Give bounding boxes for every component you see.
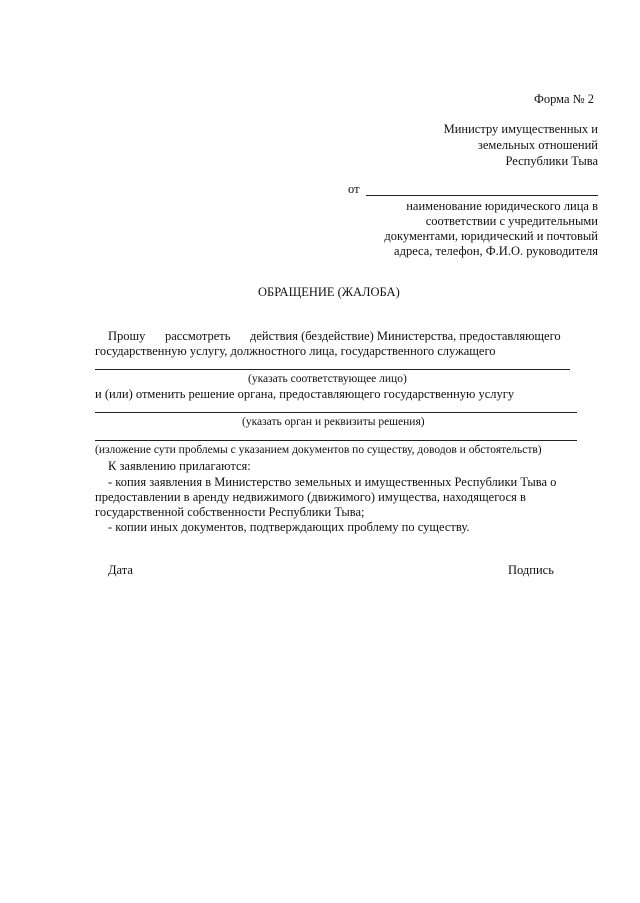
- sender-underline: [366, 195, 598, 196]
- addressee-line-2: земельных отношений: [477, 138, 598, 152]
- attachment-1-line-3: государственной собственности Республики Тыва;: [95, 505, 365, 519]
- caption-essence: (изложение сути проблемы с указанием документов по существу, доводов и обстоятельств): [95, 444, 542, 456]
- essence-underline: [95, 440, 577, 441]
- document-title: ОБРАЩЕНИЕ (ЖАЛОБА): [258, 285, 400, 299]
- sender-hint-1: наименование юридического лица в: [406, 199, 598, 213]
- from-label: от: [348, 182, 360, 196]
- form-number: Форма № 2: [534, 92, 594, 106]
- addressee-line-3: Республики Тыва: [505, 154, 598, 168]
- attachments-intro: К заявлению прилагаются:: [108, 459, 251, 473]
- caption-person: (указать соответствующее лицо): [248, 373, 407, 385]
- request-word-1: Прошу: [108, 329, 146, 343]
- addressee-line-1: Министру имущественных и: [443, 122, 598, 136]
- caption-body: (указать орган и реквизиты решения): [242, 416, 425, 428]
- person-underline: [95, 369, 570, 370]
- attachment-1-line-2: предоставлении в аренду недвижимого (движимого) имущества, находящегося в: [95, 490, 526, 504]
- sender-hint-2: соответствии с учредительными: [425, 214, 598, 228]
- request-word-3: действия (бездействие) Министерства, предоставляющего: [250, 329, 561, 343]
- signature-label: Подпись: [508, 563, 554, 577]
- request-line-2: государственную услугу, должностного лица, государственного служащего: [95, 344, 496, 358]
- request-word-2: рассмотреть: [165, 329, 231, 343]
- body-underline: [95, 412, 577, 413]
- attachment-1-line-1: - копия заявления в Министерство земельных и имущественных Республики Тыва о: [108, 475, 557, 489]
- attachment-2: - копии иных документов, подтверждающих проблему по существу.: [108, 520, 470, 534]
- sender-hint-3: документами, юридический и почтовый: [384, 229, 598, 243]
- cancel-line: и (или) отменить решение органа, предоставляющего государственную услугу: [95, 387, 515, 401]
- sender-hint-4: адреса, телефон, Ф.И.О. руководителя: [394, 244, 598, 258]
- date-label: Дата: [108, 563, 133, 577]
